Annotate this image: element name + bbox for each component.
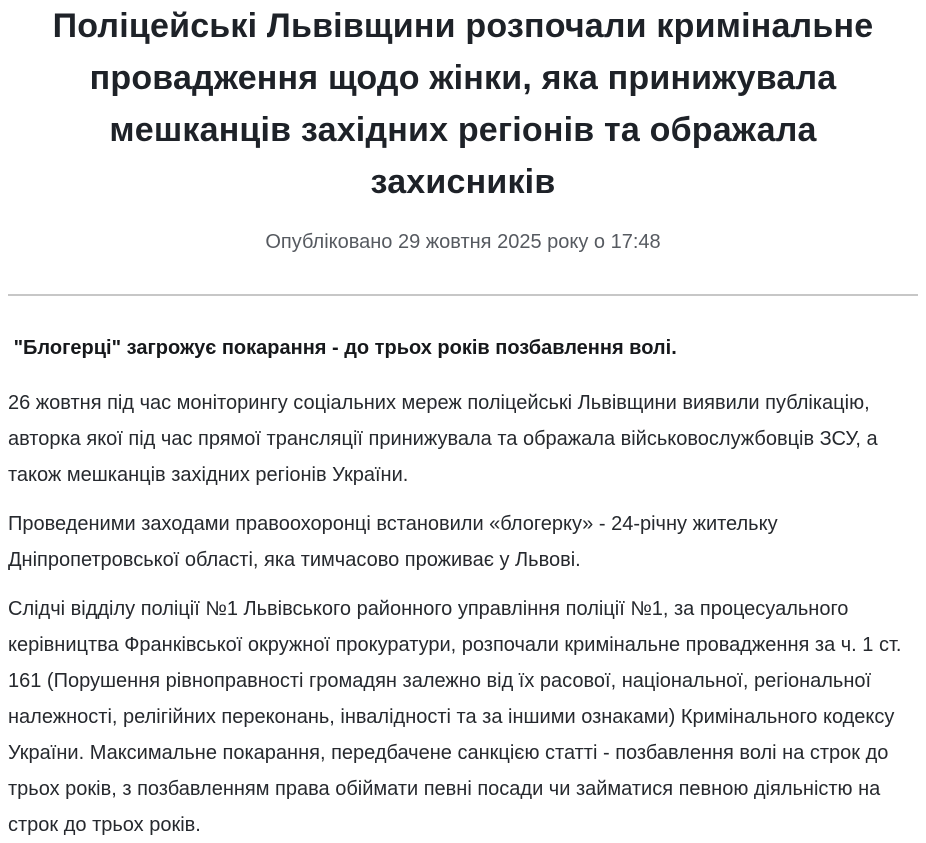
article-paragraph: Проведеними заходами правоохоронці встановили «блогерку» - 24-річну жительку Дніпропетровської області, яка тимчасово проживає у Львові. bbox=[8, 513, 778, 571]
article-paragraph: Слідчі відділу поліції №1 Львівського районного управління поліції №1, за процесуального керівництва Франківської окружної прокуратури, розпочали кримінальне провадження за ч. 1 ст. 161 (Порушення рівноправності громадян залежно від їх расової, національної, регіональної належності, релігійних переконань, інвалідності та за іншими ознаками) Кримінального кодексу України. Максимальне покарання, передбачене санкцією статті - позбавлення волі на строк до трьох років, з позбавленням права обіймати певні посади чи займатися певною діяльністю на строк до трьох років. bbox=[8, 598, 902, 836]
article-lead: "Блогерці" загрожує покарання - до трьох років позбавлення волі. bbox=[8, 337, 677, 359]
divider bbox=[8, 294, 918, 296]
article-title: Поліцейські Львівщини розпочали кримінальне провадження щодо жінки, яка принижувала мешканців західних регіонів та ображала захисників bbox=[52, 7, 874, 201]
article-paragraph: 26 жовтня під час моніторингу соціальних мереж поліцейські Львівщини виявили публікацію, авторка якої під час прямої трансляції принижувала та ображала військовослужбовців ЗСУ, а також мешканців західних регіонів України. bbox=[8, 392, 878, 486]
publish-date: Опубліковано 29 жовтня 2025 року о 17:48 bbox=[265, 231, 661, 253]
